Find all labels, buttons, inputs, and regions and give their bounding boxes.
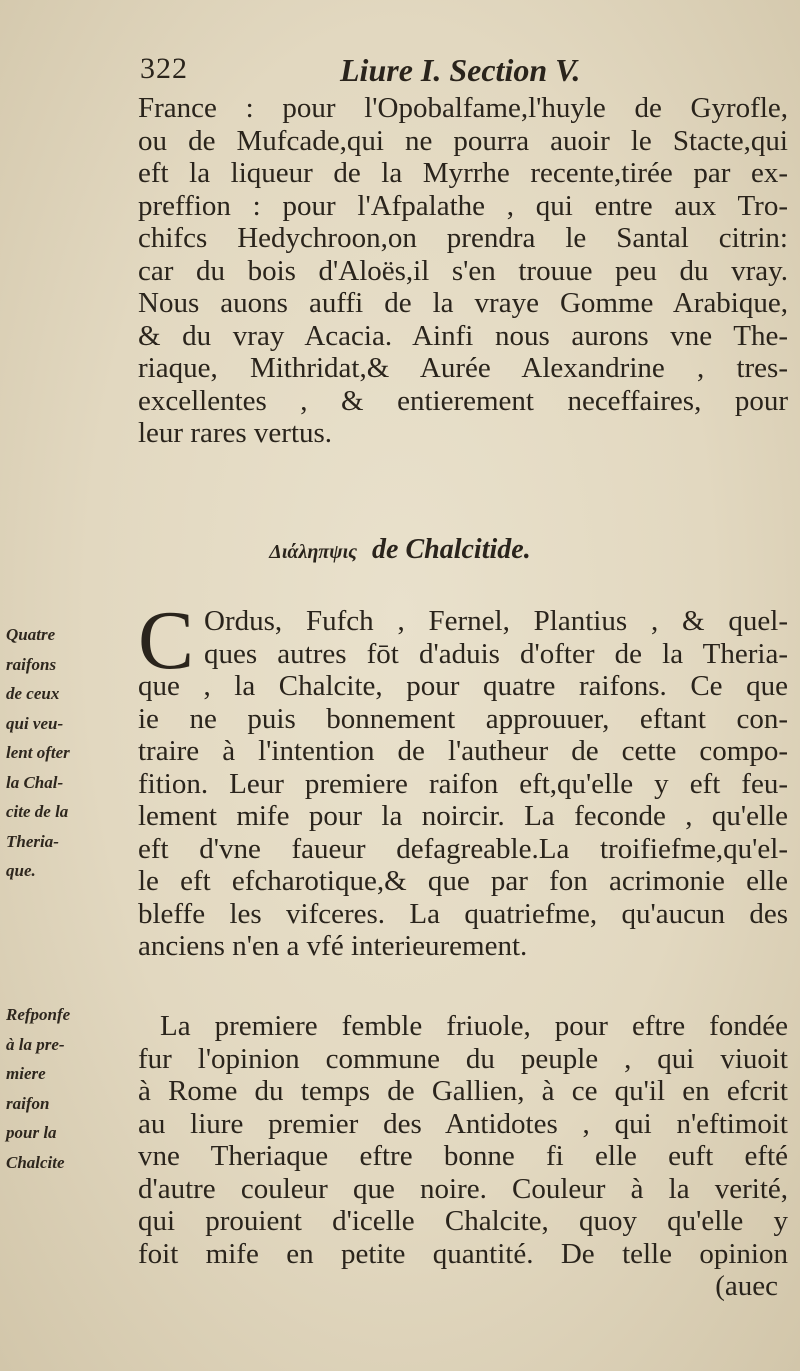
margin-note-line: cite de la <box>6 802 69 821</box>
section-heading <box>0 534 800 566</box>
page-number: 322 <box>140 52 188 85</box>
text-line: traire à l'intention de l'autheur de cette compo- <box>138 735 788 767</box>
margin-note-line: Chalcite <box>6 1152 65 1172</box>
text-line: vne Theriaque eftre bonne fi elle euft efté <box>138 1140 788 1172</box>
text-line: au liure premier des Antidotes , qui n'eftimoit <box>138 1107 788 1140</box>
text-line: Ordus, Fufch , Fernel, Plantius , & quel- <box>204 605 788 637</box>
text-line: ques autres fōt d'aduis d'ofter de la Theria- <box>204 637 788 670</box>
text-line: à Rome du temps de Gallien, à ce qu'il en efcrit <box>138 1075 788 1107</box>
text-line: foit mife en petite quantité. De telle opinion <box>138 1237 788 1270</box>
margin-note-line: Theria- <box>6 831 59 851</box>
catchword: (auec <box>715 1270 778 1302</box>
margin-note-line: pour la <box>6 1123 57 1142</box>
text-line: eft d'vne faueur defagreable.La troifiefme,qu'el- <box>138 832 788 865</box>
text-line: chifcs Hedychroon,on prendra le Santal citrin: <box>138 222 788 254</box>
margin-note-line: lent ofter <box>6 743 70 762</box>
margin-note-responce <box>6 1000 134 1177</box>
text-line: le eft efcharotique,& que par fon acrimonie elle <box>138 865 788 897</box>
margin-note-line: Quatre <box>6 625 56 644</box>
text-line: eft la liqueur de la Myrrhe recente,tirée par ex- <box>138 157 788 189</box>
margin-note-line: miere <box>6 1064 46 1083</box>
paragraph-1 <box>138 92 788 450</box>
text-line: bleffe les vifceres. La quatriefme, qu'aucun des <box>138 897 788 930</box>
text-line: car du bois d'Aloës,il s'en trouue peu du vray. <box>138 254 788 287</box>
text-line: fur l'opinion commune du peuple , qui viuoit <box>138 1042 788 1075</box>
text-line: lement mife pour la noircir. La feconde , qu'elle <box>138 800 788 832</box>
margin-note-quatre-raisons <box>6 620 134 886</box>
margin-note-line: Refponfe <box>6 1005 71 1024</box>
text-line: ou de Mufcade,qui ne pourra auoir le Stacte,qui <box>138 124 788 157</box>
text-line: d'autre couleur que noire. Couleur à la verité, <box>138 1172 788 1205</box>
paragraph-3 <box>138 1010 788 1303</box>
text-line: qui prouient d'icelle Chalcite, quoy qu'elle y <box>138 1205 788 1237</box>
margin-note-line: qui veu- <box>6 713 64 733</box>
paragraph-2 <box>138 594 788 963</box>
drop-cap: C <box>138 594 195 687</box>
text-line: ie ne puis bonnement approuuer, eftant con- <box>138 702 788 735</box>
margin-note-line: à la pre- <box>6 1034 65 1054</box>
text-line: preffion : pour l'Afpalathe , qui entre aux Tro- <box>138 189 788 222</box>
margin-note-line: la Chal- <box>6 772 64 792</box>
text-line: France : pour l'Opobalfame,l'huyle de Gyrofle, <box>138 92 788 124</box>
text-line: riaque, Mithridat,& Aurée Alexandrine , tres- <box>138 352 788 384</box>
text-line: & du vray Acacia. Ainfi nous aurons vne The- <box>138 319 788 352</box>
running-title: Liure I. Section V. <box>340 52 581 88</box>
text-line: leur rares vertus. <box>138 417 333 449</box>
margin-note-line: raifons <box>6 654 57 674</box>
text-line: fition. Leur premiere raifon eft,qu'elle y eft feu- <box>138 767 788 800</box>
text-line: excellentes , & entierement neceffaires, pour <box>138 384 788 417</box>
text-line: Nous auons auffi de la vraye Gomme Arabique, <box>138 287 788 319</box>
margin-note-line: raifon <box>6 1093 50 1113</box>
section-heading-latin: de Chalcitide. <box>372 534 531 565</box>
margin-note-line: que. <box>6 861 36 880</box>
text-line: que , la Chalcite, pour quatre raifons. Ce que <box>138 670 788 702</box>
text-line: anciens n'en a vfé interieurement. <box>138 930 528 962</box>
running-head <box>140 52 780 92</box>
text-line: La premiere femble friuole, pour eftre fondée <box>160 1010 788 1042</box>
margin-note-line: de ceux <box>6 684 60 703</box>
section-heading-greek: Διάληπψις <box>269 541 358 563</box>
